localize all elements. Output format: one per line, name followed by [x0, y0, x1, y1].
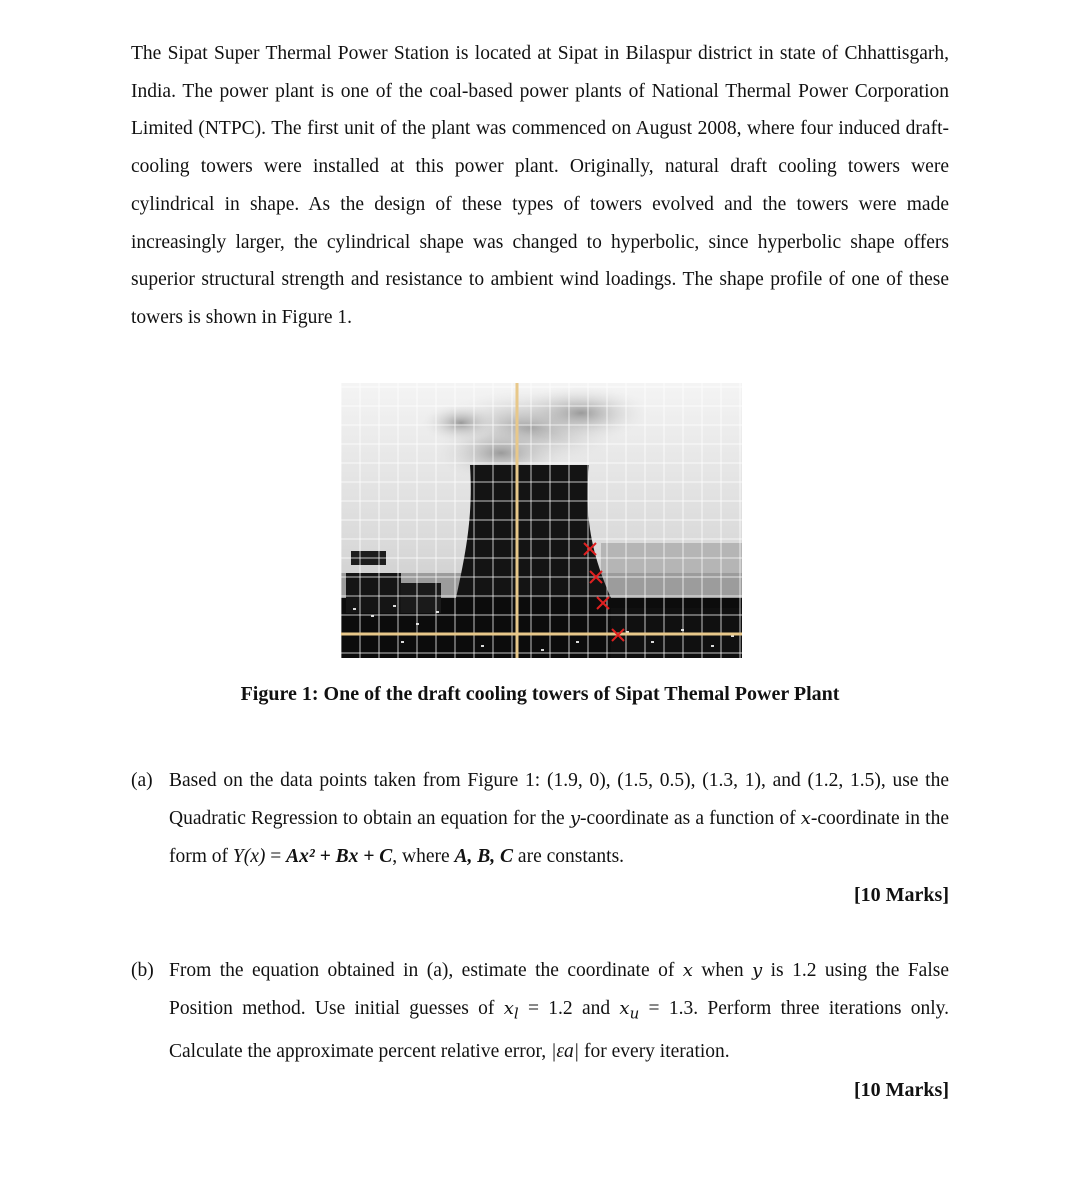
- cooling-tower-figure: [341, 383, 742, 658]
- figure-caption: Figure 1: One of the draft cooling towers of Sipat Themal Power Plant: [240, 683, 840, 705]
- equation-rhs: Ax² + Bx + C: [286, 846, 393, 867]
- constants: A, B, C: [454, 846, 514, 867]
- question-a-marks: [10 Marks]: [854, 884, 949, 906]
- question-a-text: Based on the data points taken from Figure 1: (1.9, 0), (1.5, 0.5), (1.3, 1), and (1.2, 1.5), use the Quadratic Regression to obtain an equation for the y-coordinate as a function of x-coordinate in the form of Y(x) = Ax² + Bx + C, where A, B, C are constants.: [169, 770, 949, 867]
- question-b: [131, 952, 949, 1109]
- intro-paragraph: The Sipat Super Thermal Power Station is located at Sipat in Bilaspur district in state of Chhattisgarh, India. The power plant is one of the coal-based power plants of National Thermal Power Corporation Limited (NTPC). The first unit of the plant was commenced on August 2008, where four induced draft-cooling towers were installed at this power plant. Originally, natural draft cooling towers were cylindrical in shape. As the design of these types of towers evolved and the towers were made increasingly larger, the cylindrical shape was changed to hyperbolic, since hyperbolic shape offers superior structural strength and resistance to ambient wind loadings. The shape profile of one of these towers is shown in Figure 1.: [131, 43, 949, 328]
- equation-lhs: Y(x): [232, 846, 266, 867]
- relative-error: |εa|: [550, 1040, 580, 1062]
- x-lower-guess: $x_l$: [503, 998, 519, 1023]
- question-b-text: From the equation obtained in (a), estimate the coordinate of x when y is 1.2 using the False Position method. Use initial guesses of $x_l = 1.2$ and $x_u = 1.3$. Perform three iterations only. Calculate the approximate percent relative error, |εa| for every iteration.: [169, 960, 949, 1062]
- question-b-label: (b): [131, 960, 154, 981]
- x-upper-guess: $x_u$: [619, 998, 640, 1023]
- question-a: [131, 762, 949, 914]
- question-a-label: (a): [131, 770, 153, 791]
- question-b-marks: [10 Marks]: [854, 1078, 949, 1101]
